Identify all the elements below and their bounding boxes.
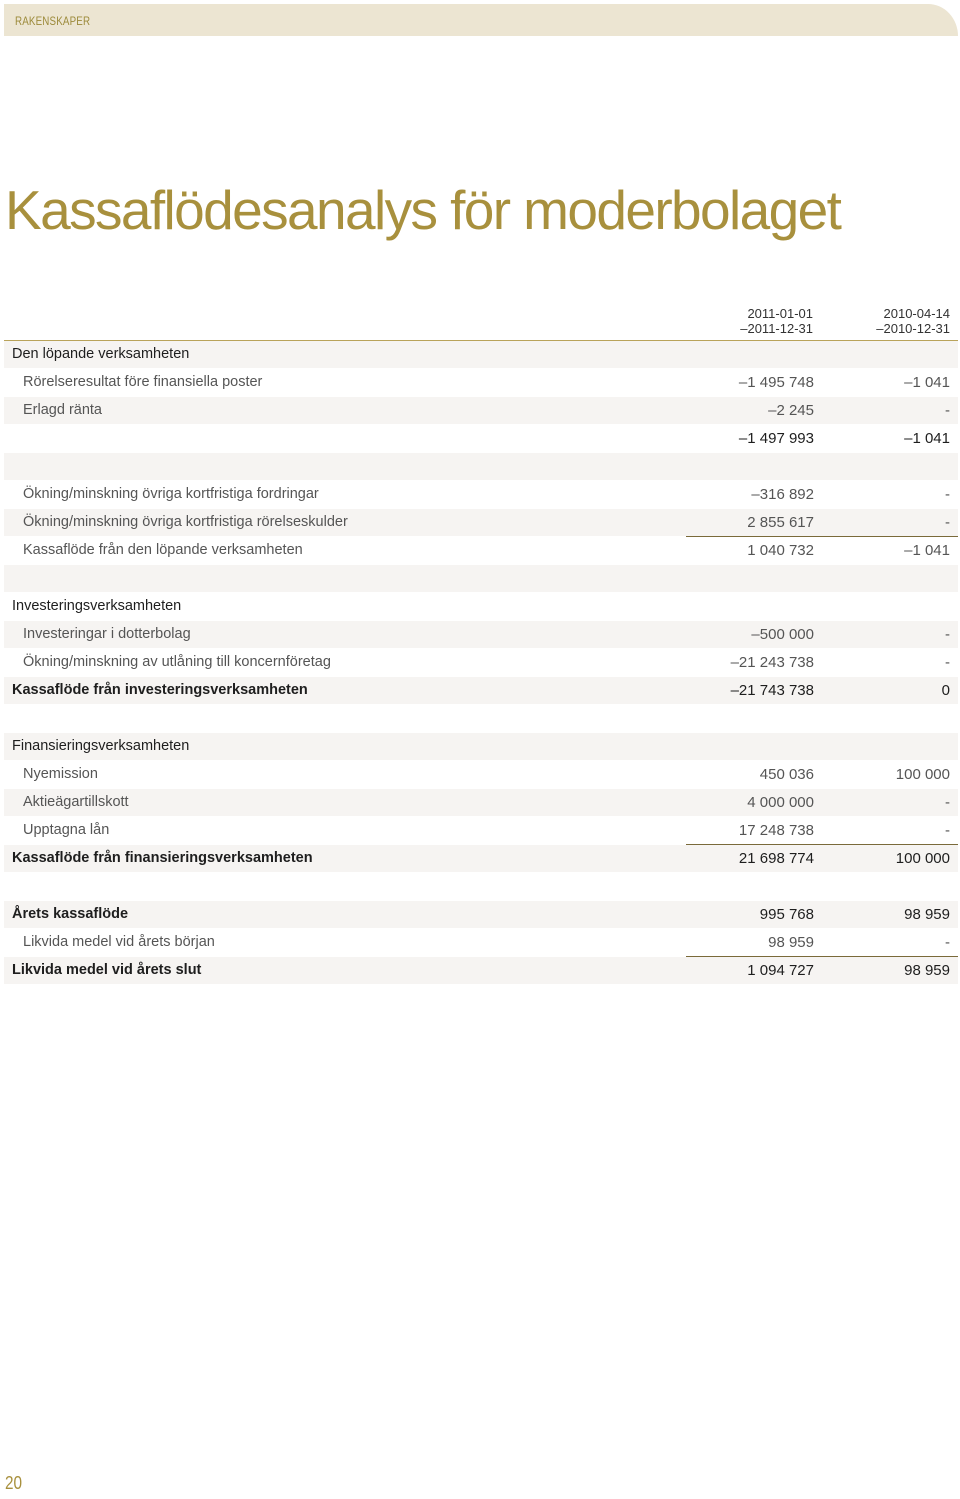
- value-2011: 17 248 738: [738, 822, 814, 839]
- value-2010: 98 959: [904, 962, 950, 979]
- value-2011: 1 040 732: [747, 542, 814, 559]
- row-label: Erlagd ränta: [23, 402, 102, 418]
- row-label: Ökning/minskning av utlåning till koncernföretag: [23, 654, 331, 670]
- value-2011: 4 000 000: [747, 794, 814, 811]
- table-row: [4, 397, 958, 425]
- spacer-row: [4, 453, 958, 481]
- spacer-row: [4, 873, 958, 901]
- row-label: Investeringsverksamheten: [12, 598, 182, 614]
- value-2011: 21 698 774: [738, 850, 814, 867]
- column-header-2011: [740, 306, 813, 336]
- value-2011: 450 036: [759, 766, 814, 783]
- table-row: [4, 649, 958, 677]
- value-2010: -: [945, 934, 950, 951]
- value-2010: -: [945, 626, 950, 643]
- row-label: Ökning/minskning övriga kortfristiga rörelseskulder: [23, 514, 348, 530]
- section-heading-row: [4, 341, 958, 369]
- table-row: [4, 929, 958, 957]
- value-2011: 2 855 617: [747, 514, 814, 531]
- value-2010: 100 000: [895, 850, 950, 867]
- row-label: Kassaflöde från finansieringsverksamheten: [12, 850, 313, 866]
- section-heading-row: [4, 733, 958, 761]
- value-2011: –2 245: [768, 402, 814, 419]
- value-2010: -: [945, 794, 950, 811]
- row-label: Likvida medel vid årets slut: [12, 962, 202, 978]
- table-row: [4, 537, 958, 565]
- row-label: Aktieägartillskott: [23, 794, 129, 810]
- value-2010: -: [945, 822, 950, 839]
- section-label: RÄKENSKAPER: [15, 16, 91, 28]
- table-row: [4, 425, 958, 453]
- value-2011: –1 497 993: [738, 430, 814, 447]
- row-label: Investeringar i dotterbolag: [23, 626, 191, 642]
- value-2011: –316 892: [751, 486, 814, 503]
- row-label: Nyemission: [23, 766, 98, 782]
- spacer-row: [4, 565, 958, 593]
- table-row: [4, 481, 958, 509]
- column-header-2010: [876, 306, 950, 336]
- row-label: Kassaflöde från den löpande verksamheten: [23, 542, 303, 558]
- table-row: [4, 789, 958, 817]
- row-label: Ökning/minskning övriga kortfristiga fordringar: [23, 486, 319, 502]
- value-2011: 1 094 727: [747, 962, 814, 979]
- value-2011: –21 243 738: [730, 654, 814, 671]
- row-label: Finansieringsverksamheten: [12, 738, 190, 754]
- table-row: [4, 509, 958, 537]
- column-header-2011-start: 2011-01-01: [747, 306, 813, 321]
- spacer-row: [4, 705, 958, 733]
- value-2011: 995 768: [759, 906, 814, 923]
- section-heading-row: [4, 593, 958, 621]
- row-label: Upptagna lån: [23, 822, 110, 838]
- page-number: 20: [5, 1473, 23, 1493]
- page-title: Kassaflödesanalys för moderbolaget: [5, 179, 841, 241]
- section-header-bar: [4, 4, 958, 36]
- value-2011: –21 743 738: [730, 682, 814, 699]
- column-header-2011-end: –2011-12-31: [740, 321, 813, 336]
- cashflow-table: [4, 341, 958, 985]
- table-row: [4, 621, 958, 649]
- table-row: [4, 901, 958, 929]
- value-2010: –1 041: [904, 430, 950, 447]
- table-row: [4, 957, 958, 985]
- table-row: [4, 761, 958, 789]
- row-label: Rörelseresultat före finansiella poster: [23, 374, 263, 390]
- value-2010: –1 041: [904, 374, 950, 391]
- table-row: [4, 845, 958, 873]
- value-2010: 100 000: [895, 766, 950, 783]
- value-2010: -: [945, 402, 950, 419]
- table-row: [4, 677, 958, 705]
- value-2010: 0: [941, 682, 950, 699]
- row-label: Likvida medel vid årets början: [23, 934, 215, 950]
- row-label: Kassaflöde från investeringsverksamheten: [12, 682, 308, 698]
- column-header-2010-start: 2010-04-14: [883, 306, 950, 321]
- value-2010: -: [945, 514, 950, 531]
- value-2011: –500 000: [751, 626, 814, 643]
- value-2010: 98 959: [904, 906, 950, 923]
- value-2010: -: [945, 654, 950, 671]
- table-row: [4, 369, 958, 397]
- value-2010: -: [945, 486, 950, 503]
- column-header-2010-end: –2010-12-31: [876, 321, 950, 336]
- value-2011: –1 495 748: [738, 374, 814, 391]
- value-2011: 98 959: [768, 934, 814, 951]
- value-2010: –1 041: [904, 542, 950, 559]
- table-row: [4, 817, 958, 845]
- row-label: Den löpande verksamheten: [12, 346, 190, 362]
- row-label: Årets kassaflöde: [12, 906, 129, 922]
